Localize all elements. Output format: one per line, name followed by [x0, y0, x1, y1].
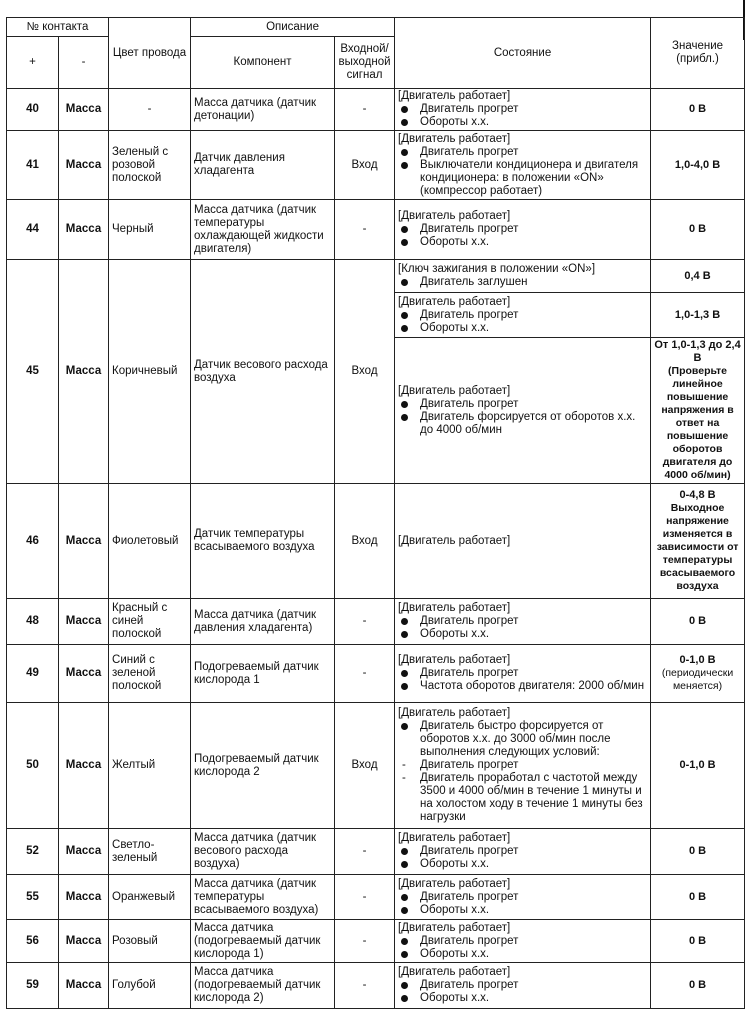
header-value: Значение (прибл.): [651, 18, 745, 89]
value-text: 0 В: [688, 615, 707, 627]
value-cell: [651, 484, 745, 599]
condition-heading: [Двигатель работает]: [398, 295, 511, 308]
io-signal-cell: Вход: [335, 260, 395, 484]
io-signal-cell: -: [335, 963, 395, 1009]
connector-pin-table: [6, 17, 745, 1009]
condition-cell: [395, 338, 651, 484]
value-cell: [651, 338, 745, 484]
condition-cell: [395, 200, 651, 260]
table-row: [7, 599, 745, 645]
pin-number-cell: 44: [7, 200, 59, 260]
condition-cell: [395, 920, 651, 963]
component-cell: Масса датчика (датчик температуры всасываемого воздуха): [191, 875, 335, 920]
value-cell: [651, 293, 745, 338]
pin-number-cell: 46: [7, 484, 59, 599]
condition-bullet: Обороты х.х.: [398, 116, 647, 129]
io-signal-cell: -: [335, 89, 395, 131]
value-cell: [651, 260, 745, 293]
value-text: 0-1,0 В: [679, 654, 716, 666]
value-text: 0,4 В: [684, 269, 711, 282]
wire-color-cell: Желтый: [109, 703, 191, 829]
table-row: [7, 200, 745, 260]
wire-color-cell: Оранжевый: [109, 875, 191, 920]
pin-number-cell: 41: [7, 131, 59, 200]
wire-color-cell: -: [109, 89, 191, 131]
value-cell: [651, 829, 745, 875]
pin-number-cell: 40: [7, 89, 59, 131]
condition-cell: [395, 260, 651, 293]
header-row-top: [7, 18, 745, 37]
condition-bullet: Двигатель прогрет: [398, 146, 647, 159]
value-note: (периодически меняется): [661, 667, 734, 692]
condition-bullet: Двигатель прогрет: [398, 309, 647, 322]
value-cell: [651, 89, 745, 131]
pin-number-cell: 50: [7, 703, 59, 829]
value-cell: [651, 645, 745, 703]
condition-bullet: Обороты х.х.: [398, 236, 647, 249]
condition-bullet: Двигатель прогрет: [398, 935, 647, 948]
io-signal-cell: -: [335, 875, 395, 920]
ground-cell: Масса: [59, 484, 109, 599]
table-row: [7, 131, 745, 200]
condition-cell: [395, 484, 651, 599]
condition-cell: [395, 645, 651, 703]
value-text: 0 В: [688, 223, 707, 235]
pin-number-cell: 52: [7, 829, 59, 875]
value-text: 1,0-1,3 В: [674, 308, 721, 321]
header-wire-color: Цвет провода: [109, 18, 191, 89]
pin-number-cell: 45: [7, 260, 59, 484]
condition-heading: [Двигатель работает]: [398, 966, 511, 978]
value-text: 0-1,0 В: [679, 759, 716, 771]
io-signal-cell: -: [335, 829, 395, 875]
header-plus: +: [7, 37, 59, 89]
condition-heading: [Ключ зажигания в положении «ON»]: [398, 263, 596, 275]
condition-bullet: Обороты х.х.: [398, 904, 647, 917]
component-cell: Масса датчика (подогреваемый датчик кислорода 1): [191, 920, 335, 963]
table-row: [7, 484, 745, 599]
value-cell: [651, 703, 745, 829]
table-row: [7, 260, 745, 293]
condition-heading: [Двигатель работает]: [398, 877, 511, 890]
wire-color-cell: Коричневый: [109, 260, 191, 484]
condition-bullet: Двигатель прогрет: [398, 667, 647, 680]
io-signal-cell: -: [335, 645, 395, 703]
component-cell: Масса датчика (датчик весового расхода воздуха): [191, 829, 335, 875]
wire-color-cell: Красный с синей полоской: [109, 599, 191, 645]
pin-number-cell: 55: [7, 875, 59, 920]
condition-bullet: Двигатель прогрет: [398, 891, 647, 904]
condition-bullet: Двигатель прогрет: [398, 845, 647, 858]
table-row: [7, 875, 745, 920]
condition-bullet: Обороты х.х.: [398, 628, 647, 641]
condition-dash-item: - Двигатель прогрет: [398, 759, 647, 772]
condition-bullet: Частота оборотов двигателя: 2000 об/мин: [398, 680, 647, 693]
condition-heading: [Двигатель работает]: [398, 921, 511, 934]
value-text: 0 В: [688, 890, 707, 903]
pin-table-body: [7, 89, 745, 1009]
ground-cell: Масса: [59, 875, 109, 920]
table-row: [7, 963, 745, 1009]
value-cell: [651, 920, 745, 963]
value-text: 0 В: [688, 934, 707, 947]
condition-heading: [Двигатель работает]: [398, 707, 511, 719]
table-row: [7, 920, 745, 963]
header-component: Компонент: [191, 37, 335, 89]
ground-cell: Масса: [59, 89, 109, 131]
condition-cell: [395, 829, 651, 875]
condition-heading: [Двигатель работает]: [398, 602, 511, 614]
condition-heading: [Двигатель работает]: [398, 210, 511, 222]
condition-bullet: Двигатель прогрет: [398, 979, 647, 992]
component-cell: Подогреваемый датчик кислорода 1: [191, 645, 335, 703]
ground-cell: Масса: [59, 703, 109, 829]
condition-heading: [Двигатель работает]: [398, 132, 511, 145]
condition-bullet: Двигатель заглушен: [398, 276, 647, 289]
condition-bullet: Обороты х.х.: [398, 992, 647, 1005]
table-row: [7, 829, 745, 875]
component-cell: Датчик весового расхода воздуха: [191, 260, 335, 484]
ground-cell: Масса: [59, 645, 109, 703]
value-text: 0 В: [688, 845, 707, 857]
condition-bullet: Двигатель прогрет: [398, 615, 647, 628]
value-cell: [651, 131, 745, 200]
condition-bullet: Двигатель форсируется от оборотов х.х. до 4000 об/мин: [398, 411, 647, 437]
wire-color-cell: Розовый: [109, 920, 191, 963]
table-row: [7, 645, 745, 703]
condition-dash-item: - Двигатель проработал с частотой между 3500 и 4000 об/мин в течение 1 минуты и на холостом ходу в течение 1 минуты без нагрузки: [398, 772, 647, 824]
ground-cell: Масса: [59, 260, 109, 484]
io-signal-cell: -: [335, 599, 395, 645]
io-signal-cell: Вход: [335, 484, 395, 599]
pin-number-cell: 56: [7, 920, 59, 963]
io-signal-cell: -: [335, 200, 395, 260]
wire-color-cell: Зеленый с розовой полоской: [109, 131, 191, 200]
io-signal-cell: -: [335, 920, 395, 963]
condition-heading: [Двигатель работает]: [398, 384, 511, 397]
wire-color-cell: Фиолетовый: [109, 484, 191, 599]
pin-number-cell: 59: [7, 963, 59, 1009]
value-cell: [651, 963, 745, 1009]
component-cell: Датчик давления хладагента: [191, 131, 335, 200]
component-cell: Подогреваемый датчик кислорода 2: [191, 703, 335, 829]
pin-number-cell: 49: [7, 645, 59, 703]
ground-cell: Масса: [59, 599, 109, 645]
condition-bullet: Двигатель быстро форсируется от оборотов х.х. до 3000 об/мин после выполнения следующих условий:: [398, 720, 647, 759]
component-cell: Масса датчика (датчик температуры охлаждающей жидкости двигателя): [191, 200, 335, 260]
header-contact-no: № контакта: [7, 18, 109, 37]
value-text: 1,0-4,0 В: [674, 158, 721, 171]
condition-cell: [395, 599, 651, 645]
io-signal-cell: Вход: [335, 131, 395, 200]
value-text: От 1,0-1,3 до 2,4 В: [654, 339, 741, 364]
io-signal-cell: Вход: [335, 703, 395, 829]
value-text: 0 В: [688, 979, 707, 991]
ground-cell: Масса: [59, 920, 109, 963]
condition-heading: [Двигатель работает]: [398, 832, 511, 844]
ground-cell: Масса: [59, 829, 109, 875]
component-cell: Масса датчика (датчик давления хладагента): [191, 599, 335, 645]
condition-bullet: Обороты х.х.: [398, 322, 647, 335]
condition-bullet: Двигатель прогрет: [398, 103, 647, 116]
header-description: Описание: [191, 18, 395, 37]
value-cell: [651, 200, 745, 260]
header-io-signal: Входной/ выходной сигнал: [335, 37, 395, 89]
condition-bullet: Обороты х.х.: [398, 858, 647, 871]
component-cell: Масса датчика (подогреваемый датчик кислорода 2): [191, 963, 335, 1009]
wire-color-cell: Черный: [109, 200, 191, 260]
component-cell: Масса датчика (датчик детонации): [191, 89, 335, 131]
ground-cell: Масса: [59, 131, 109, 200]
condition-heading: [Двигатель работает]: [398, 654, 511, 666]
wire-color-cell: Синий с зеленой полоской: [109, 645, 191, 703]
condition-cell: [395, 131, 651, 200]
condition-cell: [395, 875, 651, 920]
component-cell: Датчик температуры всасываемого воздуха: [191, 484, 335, 599]
wire-color-cell: Светло-зеленый: [109, 829, 191, 875]
table-row: [7, 703, 745, 829]
condition-heading: [Двигатель работает]: [398, 534, 511, 547]
value-cell: [651, 875, 745, 920]
table-row: [7, 89, 745, 131]
ground-cell: Масса: [59, 200, 109, 260]
ground-cell: Масса: [59, 963, 109, 1009]
header-minus: -: [59, 37, 109, 89]
value-note: Выходное напряжение изменяется в зависимости от температуры всасываемого воздуха: [656, 502, 739, 592]
value-text: 0-4,8 В: [679, 489, 716, 501]
condition-bullet: Двигатель прогрет: [398, 223, 647, 236]
header-condition: Состояние: [395, 18, 651, 89]
value-text: 0 В: [688, 103, 707, 115]
condition-bullet: Выключатели кондиционера и двигателя кондиционера: в положении «ON» (компрессор работает): [398, 159, 647, 198]
pin-number-cell: 48: [7, 599, 59, 645]
condition-bullet: Обороты х.х.: [398, 948, 647, 961]
wire-color-cell: Голубой: [109, 963, 191, 1009]
condition-cell: [395, 89, 651, 131]
value-note: (Проверьте линейное повышение напряжения в ответ на повышение оборотов двигателя до 4000 об/мин): [661, 365, 734, 481]
value-cell: [651, 599, 745, 645]
condition-cell: [395, 293, 651, 338]
condition-bullet: Двигатель прогрет: [398, 398, 647, 411]
condition-cell: [395, 703, 651, 829]
condition-heading: [Двигатель работает]: [398, 90, 511, 102]
condition-cell: [395, 963, 651, 1009]
